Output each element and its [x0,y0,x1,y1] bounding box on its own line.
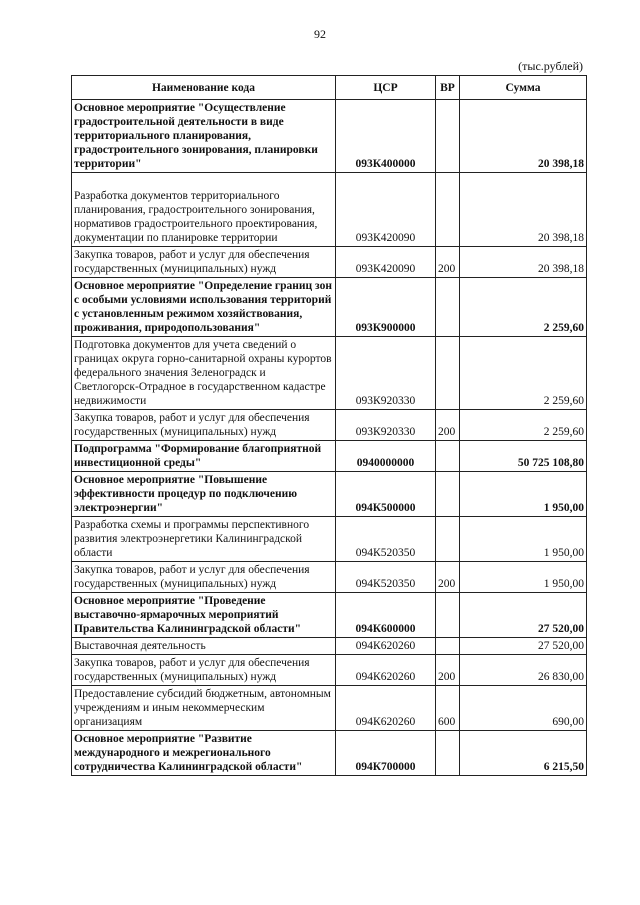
row-vr-cell [436,638,460,655]
budget-table [71,75,587,776]
row-vr-cell [436,100,460,173]
row-vr-cell: 200 [436,247,460,278]
row-csr-cell: 093К920330 [336,337,436,410]
row-name-cell: Разработка документов территориального планирования, градостроительного зонирования, нормативов градостроительного проектирования, документации по планировке территории [72,173,336,247]
row-name-cell: Основное мероприятие "Осуществление градостроительной деятельности в виде территориального планирования, градостроительного зонирования, планировки территории" [72,100,336,173]
row-csr-cell: 093К920330 [336,410,436,441]
row-csr-cell: 093К900000 [336,278,436,337]
table-row [72,655,587,686]
row-name-cell: Основное мероприятие "Проведение выставочно-ярмарочных мероприятий Правительства Калининградской области" [72,593,336,638]
row-csr-cell: 094К520350 [336,517,436,562]
table-row [72,173,587,247]
row-sum-cell: 6 215,50 [460,731,587,776]
table-row [72,100,587,173]
row-name-cell: Предоставление субсидий бюджетным, автономным учреждениям и иным некоммерческим организациям [72,686,336,731]
row-sum-cell: 20 398,18 [460,173,587,247]
row-name-cell: Подготовка документов для учета сведений о границах округа горно-санитарной охраны курортов федерального значения Зеленоградск и Светлогорск-Отрадное в государственном кадастре недвижимости [72,337,336,410]
row-sum-cell: 20 398,18 [460,100,587,173]
row-csr-cell: 094К620260 [336,686,436,731]
row-csr-cell: 094К700000 [336,731,436,776]
row-name-cell: Основное мероприятие "Развитие международного и межрегионального сотрудничества Калининградской области" [72,731,336,776]
table-header-row [72,76,587,100]
row-csr-cell: 094К500000 [336,472,436,517]
row-sum-cell: 690,00 [460,686,587,731]
row-name-cell: Закупка товаров, работ и услуг для обеспечения государственных (муниципальных) нужд [72,655,336,686]
row-csr-cell: 094К520350 [336,562,436,593]
row-sum-cell: 27 520,00 [460,593,587,638]
row-vr-cell [436,472,460,517]
header-name: Наименование кода [72,76,336,100]
row-csr-cell: 093К420090 [336,173,436,247]
row-sum-cell: 2 259,60 [460,278,587,337]
table-row [72,562,587,593]
row-vr-cell [436,517,460,562]
row-name-cell: Выставочная деятельность [72,638,336,655]
table-row [72,278,587,337]
row-name-cell: Подпрограмма "Формирование благоприятной инвестиционной среды" [72,441,336,472]
row-sum-cell: 26 830,00 [460,655,587,686]
table-row [72,686,587,731]
header-csr: ЦСР [336,76,436,100]
row-csr-cell: 093К400000 [336,100,436,173]
table-row [72,517,587,562]
row-sum-cell: 20 398,18 [460,247,587,278]
table-row [72,638,587,655]
row-vr-cell [436,731,460,776]
row-vr-cell [436,593,460,638]
units-label: (тыс.рублей) [518,59,583,73]
row-sum-cell: 1 950,00 [460,472,587,517]
row-csr-cell: 0940000000 [336,441,436,472]
table-body [72,100,587,776]
row-sum-cell: 1 950,00 [460,517,587,562]
row-name-cell: Закупка товаров, работ и услуг для обеспечения государственных (муниципальных) нужд [72,410,336,441]
header-sum: Сумма [460,76,587,100]
row-vr-cell: 200 [436,562,460,593]
table-row [72,441,587,472]
table-row [72,410,587,441]
row-vr-cell: 200 [436,410,460,441]
row-sum-cell: 1 950,00 [460,562,587,593]
row-csr-cell: 094К620260 [336,638,436,655]
table-row [72,247,587,278]
table-row [72,731,587,776]
row-name-cell: Разработка схемы и программы перспективного развития электроэнергетики Калининградской области [72,517,336,562]
row-name-cell: Основное мероприятие "Определение границ зон с особыми условиями использования территорий с установленным режимом хозяйствования, проживания, природопользования" [72,278,336,337]
row-sum-cell: 2 259,60 [460,410,587,441]
row-vr-cell [436,278,460,337]
header-vr: ВР [436,76,460,100]
row-name-cell: Закупка товаров, работ и услуг для обеспечения государственных (муниципальных) нужд [72,562,336,593]
row-csr-cell: 093К420090 [336,247,436,278]
row-sum-cell: 27 520,00 [460,638,587,655]
table-row [72,337,587,410]
page-number: 92 [314,27,326,41]
row-vr-cell [436,337,460,410]
row-csr-cell: 094К620260 [336,655,436,686]
row-sum-cell: 50 725 108,80 [460,441,587,472]
table-row [72,593,587,638]
row-vr-cell [436,441,460,472]
row-name-cell: Закупка товаров, работ и услуг для обеспечения государственных (муниципальных) нужд [72,247,336,278]
row-sum-cell: 2 259,60 [460,337,587,410]
table-row [72,472,587,517]
row-vr-cell: 600 [436,686,460,731]
row-csr-cell: 094К600000 [336,593,436,638]
row-vr-cell: 200 [436,655,460,686]
row-vr-cell [436,173,460,247]
row-name-cell: Основное мероприятие "Повышение эффективности процедур по подключению электроэнергии" [72,472,336,517]
